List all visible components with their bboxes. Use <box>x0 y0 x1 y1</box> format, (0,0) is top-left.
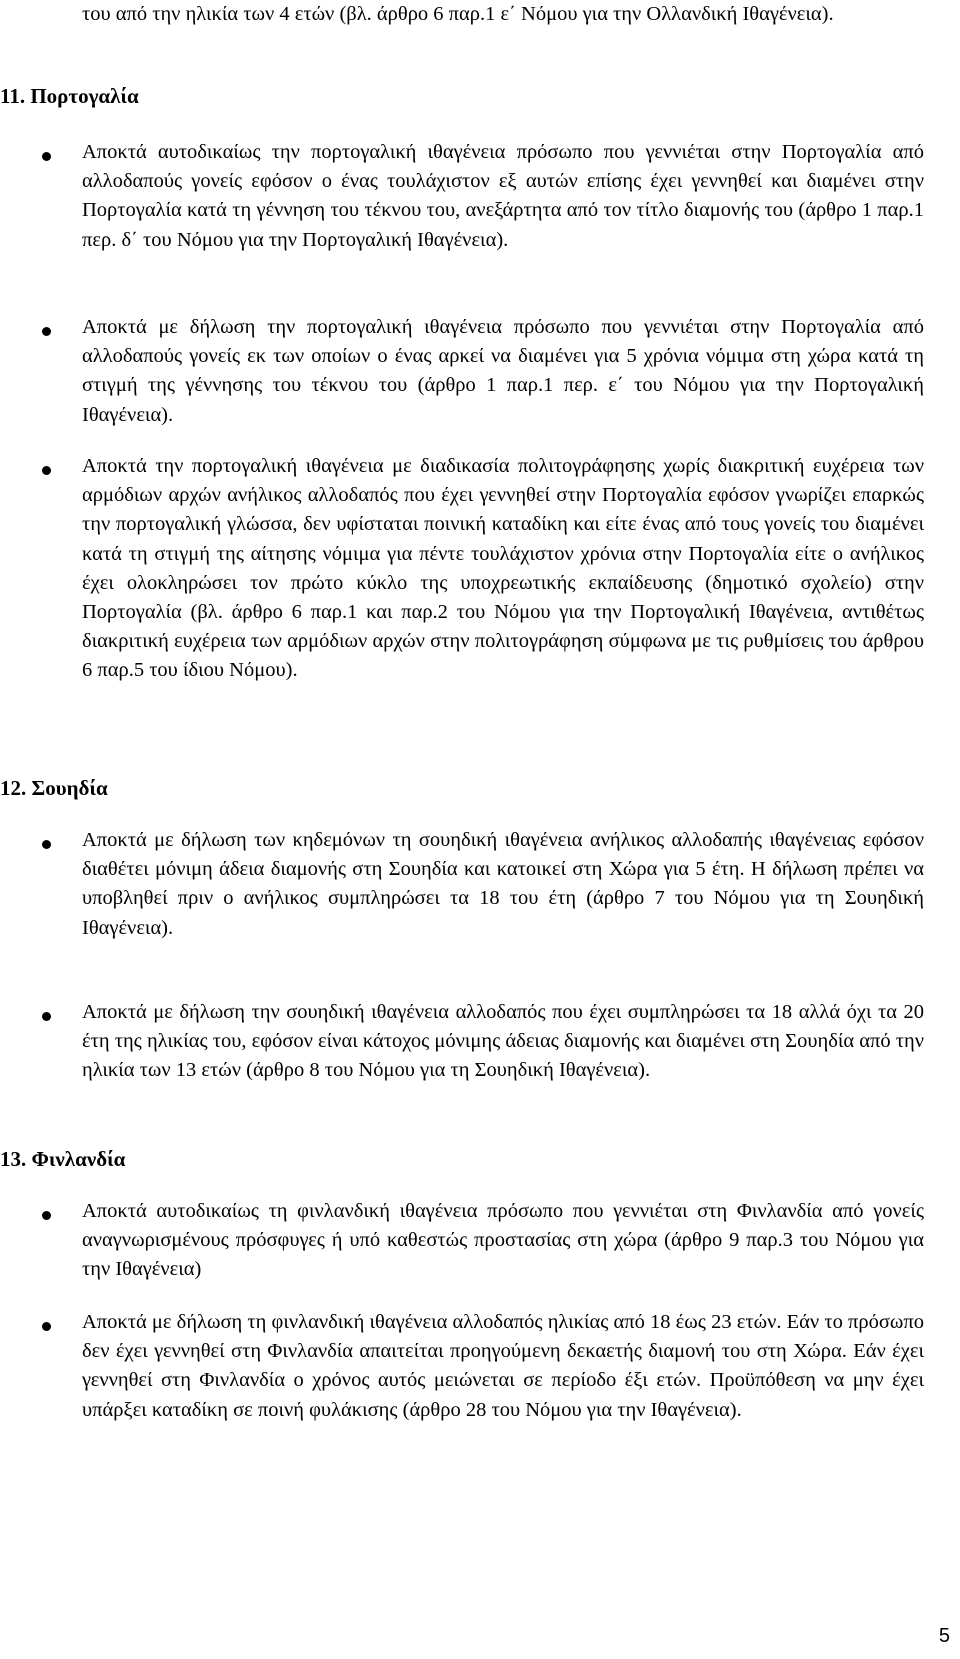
list-item-finland-2: Αποκτά με δήλωση τη φινλανδική ιθαγένεια αλλοδαπός ηλικίας από 18 έως 23 ετών. Εάν το πρόσωπο δεν έχει γεννηθεί στη Φινλανδία απαιτείται προηγούμενη δεκαετής διαμονή του στη Χώρα. Εάν έχει γεννηθεί στη Φινλανδία ο χρόνος αυτός μειώνεται σε περίοδο έξι ετών. Προϋπόθεση να μην έχει υπάρξει καταδίκη σε ποινή φυλάκισης (άρθρο 28 του Νόμου για την Ιθαγένεια). <box>82 1311 924 1421</box>
section-heading-portugal: 11. Πορτογαλία <box>0 84 139 108</box>
page-number: 5 <box>938 1625 950 1647</box>
section-heading-sweden: 12. Σουηδία <box>0 776 108 800</box>
bullet-icon <box>42 466 51 475</box>
list-item-portugal-1: Αποκτά αυτοδικαίως την πορτογαλική ιθαγένεια πρόσωπο που γεννιέται στην Πορτογαλία από αλλοδαπούς γονείς εφόσον ο ένας τουλάχιστον εξ αυτών επίσης έχει γεννηθεί και διαμένει στην Πορτογαλία κατά τη γέννηση του τέκνου του, ανεξάρτητα από τον τίτλο διαμονής του (άρθρο 1 παρ.1 περ. δ΄ του Νόμου για την Πορτογαλική Ιθαγένεια). <box>82 141 924 251</box>
bullet-icon <box>42 327 51 336</box>
list-item-portugal-2: Αποκτά με δήλωση την πορτογαλική ιθαγένεια πρόσωπο που γεννιέται στην Πορτογαλία από αλλοδαπούς γονείς εκ των οποίων ο ένας αρκεί να διαμένει για 5 χρόνια νόμιμα στη χώρα κατά τη στιγμή της γέννησης του τέκνου του (άρθρο 1 παρ.1 περ. ε΄ του Νόμου για την Πορτογαλική Ιθαγένεια). <box>82 316 924 426</box>
list-item-portugal-3: Αποκτά την πορτογαλική ιθαγένεια με διαδικασία πολιτογράφησης χωρίς διακριτική ευχέρεια των αρμόδιων αρχών ανήλικος αλλοδαπός που έχει γεννηθεί στην Πορτογαλία εφόσον γνωρίζει επαρκώς την πορτογαλική γλώσσα, δεν υφίσταται ποινική καταδίκη και είτε ένας από τους γονείς του διαμένει κατά τη στιγμή της αίτησης νόμιμα για πέντε τουλάχιστον χρόνια στην Πορτογαλία είτε ο ανήλικος έχει ολοκληρώσει τον πρώτο κύκλο της υποχρεωτικής εκπαίδευσης (δημοτικό σχολείο) στην Πορτογαλία (βλ. άρθρο 6 παρ.1 και παρ.2 του Νόμου για την Πορτογαλική Ιθαγένεια, αντιθέτως διακριτική ευχέρεια των αρμόδιων αρχών στην πολιτογράφηση σύμφωνα με τις ρυθμίσεις του άρθρου 6 παρ.5 του ίδιου Νόμου). <box>82 455 924 682</box>
bullet-icon <box>42 152 51 161</box>
bullet-icon <box>42 840 51 849</box>
bullet-icon <box>42 1322 51 1331</box>
list-item-sweden-1: Αποκτά με δήλωση των κηδεμόνων τη σουηδική ιθαγένεια ανήλικος αλλοδαπής ιθαγένειας εφόσον διαθέτει μόνιμη άδεια διαμονής στη Σουηδία και κατοικεί στη Χώρα για 5 έτη. Η δήλωση πρέπει να υποβληθεί πριν ο ανήλικος συμπληρώσει τα 18 του έτη (άρθρο 7 του Νόμου για τη Σουηδική Ιθαγένεια). <box>82 829 924 939</box>
bullet-icon <box>42 1211 51 1220</box>
list-item-finland-1: Αποκτά αυτοδικαίως τη φινλανδική ιθαγένεια πρόσωπο που γεννιέται στη Φινλανδία από γονείς αναγνωρισμένους πρόσφυγες ή υπό καθεστώς προστασίας στη χώρα (άρθρο 9 παρ.3 του Νόμου για την Ιθαγένεια) <box>82 1200 924 1281</box>
section-heading-finland: 13. Φινλανδία <box>0 1147 126 1171</box>
list-item-sweden-2: Αποκτά με δήλωση την σουηδική ιθαγένεια αλλοδαπός που έχει συμπληρώσει τα 18 αλλά όχι τα 20 έτη της ηλικίας του, εφόσον είναι κάτοχος μόνιμης άδειας διαμονής και διαμένει στη Σουηδία από την ηλικία των 13 ετών (άρθρο 8 του Νόμου για τη Σουηδική Ιθαγένεια). <box>82 1001 924 1082</box>
bullet-icon <box>42 1012 51 1021</box>
intro-paragraph: του από την ηλικία των 4 ετών (βλ. άρθρο 6 παρ.1 ε΄ Νόμου για την Ολλανδική Ιθαγένεια). <box>82 3 834 25</box>
